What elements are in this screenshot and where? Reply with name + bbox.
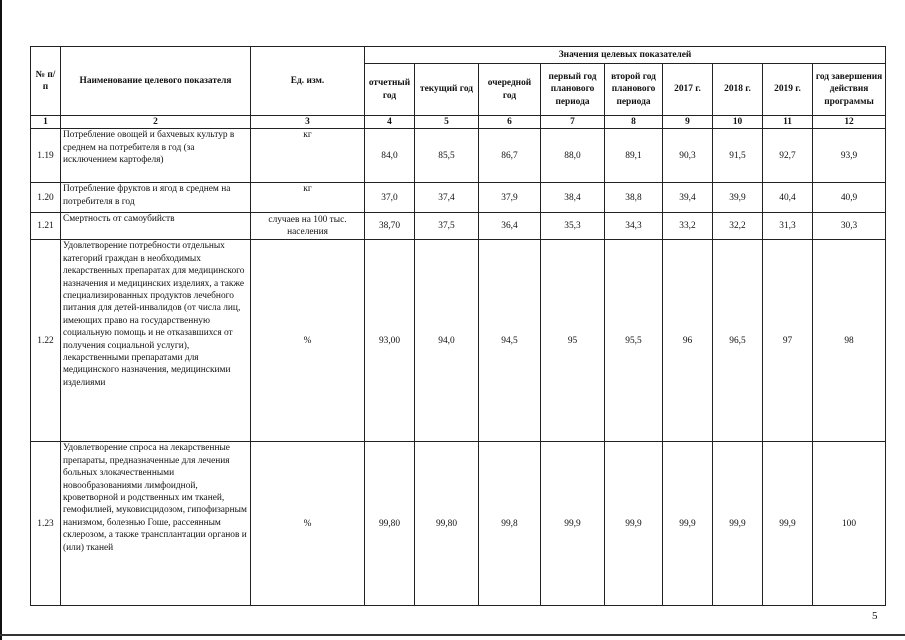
row-value: 84,0 [365,129,415,183]
row-value: 36,4 [479,213,541,240]
header-col: 2019 г. [763,64,813,116]
index-cell: 9 [663,116,713,129]
row-value: 99,80 [365,442,415,606]
row-value: 98 [813,240,886,442]
row-value: 37,4 [415,183,479,213]
index-cell: 2 [61,116,251,129]
row-value: 94,0 [415,240,479,442]
row-value: 96 [663,240,713,442]
row-value: 35,3 [541,213,605,240]
row-unit: кг [251,183,365,213]
index-cell: 11 [763,116,813,129]
index-cell: 4 [365,116,415,129]
table-row [31,183,886,213]
row-value: 37,5 [415,213,479,240]
row-value: 93,9 [813,129,886,183]
row-value: 32,2 [713,213,763,240]
row-value: 37,9 [479,183,541,213]
row-value: 38,70 [365,213,415,240]
row-num: 1.23 [31,442,61,606]
row-value: 86,7 [479,129,541,183]
index-cell: 8 [605,116,663,129]
index-cell: 10 [713,116,763,129]
row-value: 95 [541,240,605,442]
table-row [31,442,886,606]
row-value: 85,5 [415,129,479,183]
row-num: 1.19 [31,129,61,183]
header-col: второй год планового периода [605,64,663,116]
row-value: 88,0 [541,129,605,183]
table-row [31,240,886,442]
header-col: 2017 г. [663,64,713,116]
page-number: 5 [872,610,878,622]
row-value: 40,4 [763,183,813,213]
row-value: 92,7 [763,129,813,183]
row-num: 1.20 [31,183,61,213]
row-name: Удовлетворение потребности отдельных категорий граждан в необходимых лекарственных препаратах для медицинского назначения и медицинских изделиях, а также специализированных продуктов лечебного питания для детей-инвалидов (от числа лиц, имеющих право на государственную социальную помощь и не отказавшихся от получения социальной услуги), лекарственными препаратами для медицинского назначения, медицинскими изделиями [61,240,251,442]
row-value: 97 [763,240,813,442]
index-cell: 12 [813,116,886,129]
row-value: 99,9 [605,442,663,606]
indicators-table [30,46,886,606]
row-value: 33,2 [663,213,713,240]
row-name: Удовлетворение спроса на лекарственные препараты, предназначенные для лечения больных злокачественными новообразованиями лимфоидной, кроветворной и родственных им тканей, гемофилией, муковисцидозом, гипофизарным нанизмом, болезнью Гоше, рассеянным склерозом, а также трансплантации органов и (или) тканей [61,442,251,606]
header-col: 2018 г. [713,64,763,116]
row-unit: % [251,442,365,606]
table-row [31,213,886,240]
index-cell: 5 [415,116,479,129]
row-name: Смертность от самоубийств [61,213,251,240]
row-value: 39,4 [663,183,713,213]
row-name: Потребление овощей и бахчевых культур в среднем на потребителя в год (за исключением картофеля) [61,129,251,183]
row-value: 94,5 [479,240,541,442]
row-unit: случаев на 100 тыс. населения [251,213,365,240]
header-col: текущий год [415,64,479,116]
row-value: 37,0 [365,183,415,213]
scan-bottom-edge [0,634,905,636]
header-col: год завершения действия программы [813,64,886,116]
header-group: Значения целевых показателей [365,47,886,64]
row-value: 38,8 [605,183,663,213]
row-value: 99,9 [763,442,813,606]
row-name: Потребление фруктов и ягод в среднем на потребителя в год [61,183,251,213]
row-value: 38,4 [541,183,605,213]
row-unit: % [251,240,365,442]
header-num: № п/п [31,47,61,116]
row-value: 99,9 [713,442,763,606]
header-col: очередной год [479,64,541,116]
row-value: 31,3 [763,213,813,240]
row-value: 99,80 [415,442,479,606]
row-value: 95,5 [605,240,663,442]
row-unit: кг [251,129,365,183]
row-value: 89,1 [605,129,663,183]
row-value: 99,8 [479,442,541,606]
header-col: отчетный год [365,64,415,116]
row-value: 40,9 [813,183,886,213]
row-value: 100 [813,442,886,606]
row-value: 93,00 [365,240,415,442]
column-index-row [31,116,886,129]
header-name: Наименование целевого показателя [61,47,251,116]
row-num: 1.21 [31,213,61,240]
index-cell: 6 [479,116,541,129]
header-col: первый год планового периода [541,64,605,116]
index-cell: 7 [541,116,605,129]
header-unit: Ед. изм. [251,47,365,116]
row-value: 30,3 [813,213,886,240]
index-cell: 3 [251,116,365,129]
row-num: 1.22 [31,240,61,442]
row-value: 99,9 [541,442,605,606]
index-cell: 1 [31,116,61,129]
table-row [31,129,886,183]
row-value: 91,5 [713,129,763,183]
scan-left-edge [0,0,2,640]
row-value: 99,9 [663,442,713,606]
row-value: 90,3 [663,129,713,183]
row-value: 39,9 [713,183,763,213]
row-value: 34,3 [605,213,663,240]
row-value: 96,5 [713,240,763,442]
